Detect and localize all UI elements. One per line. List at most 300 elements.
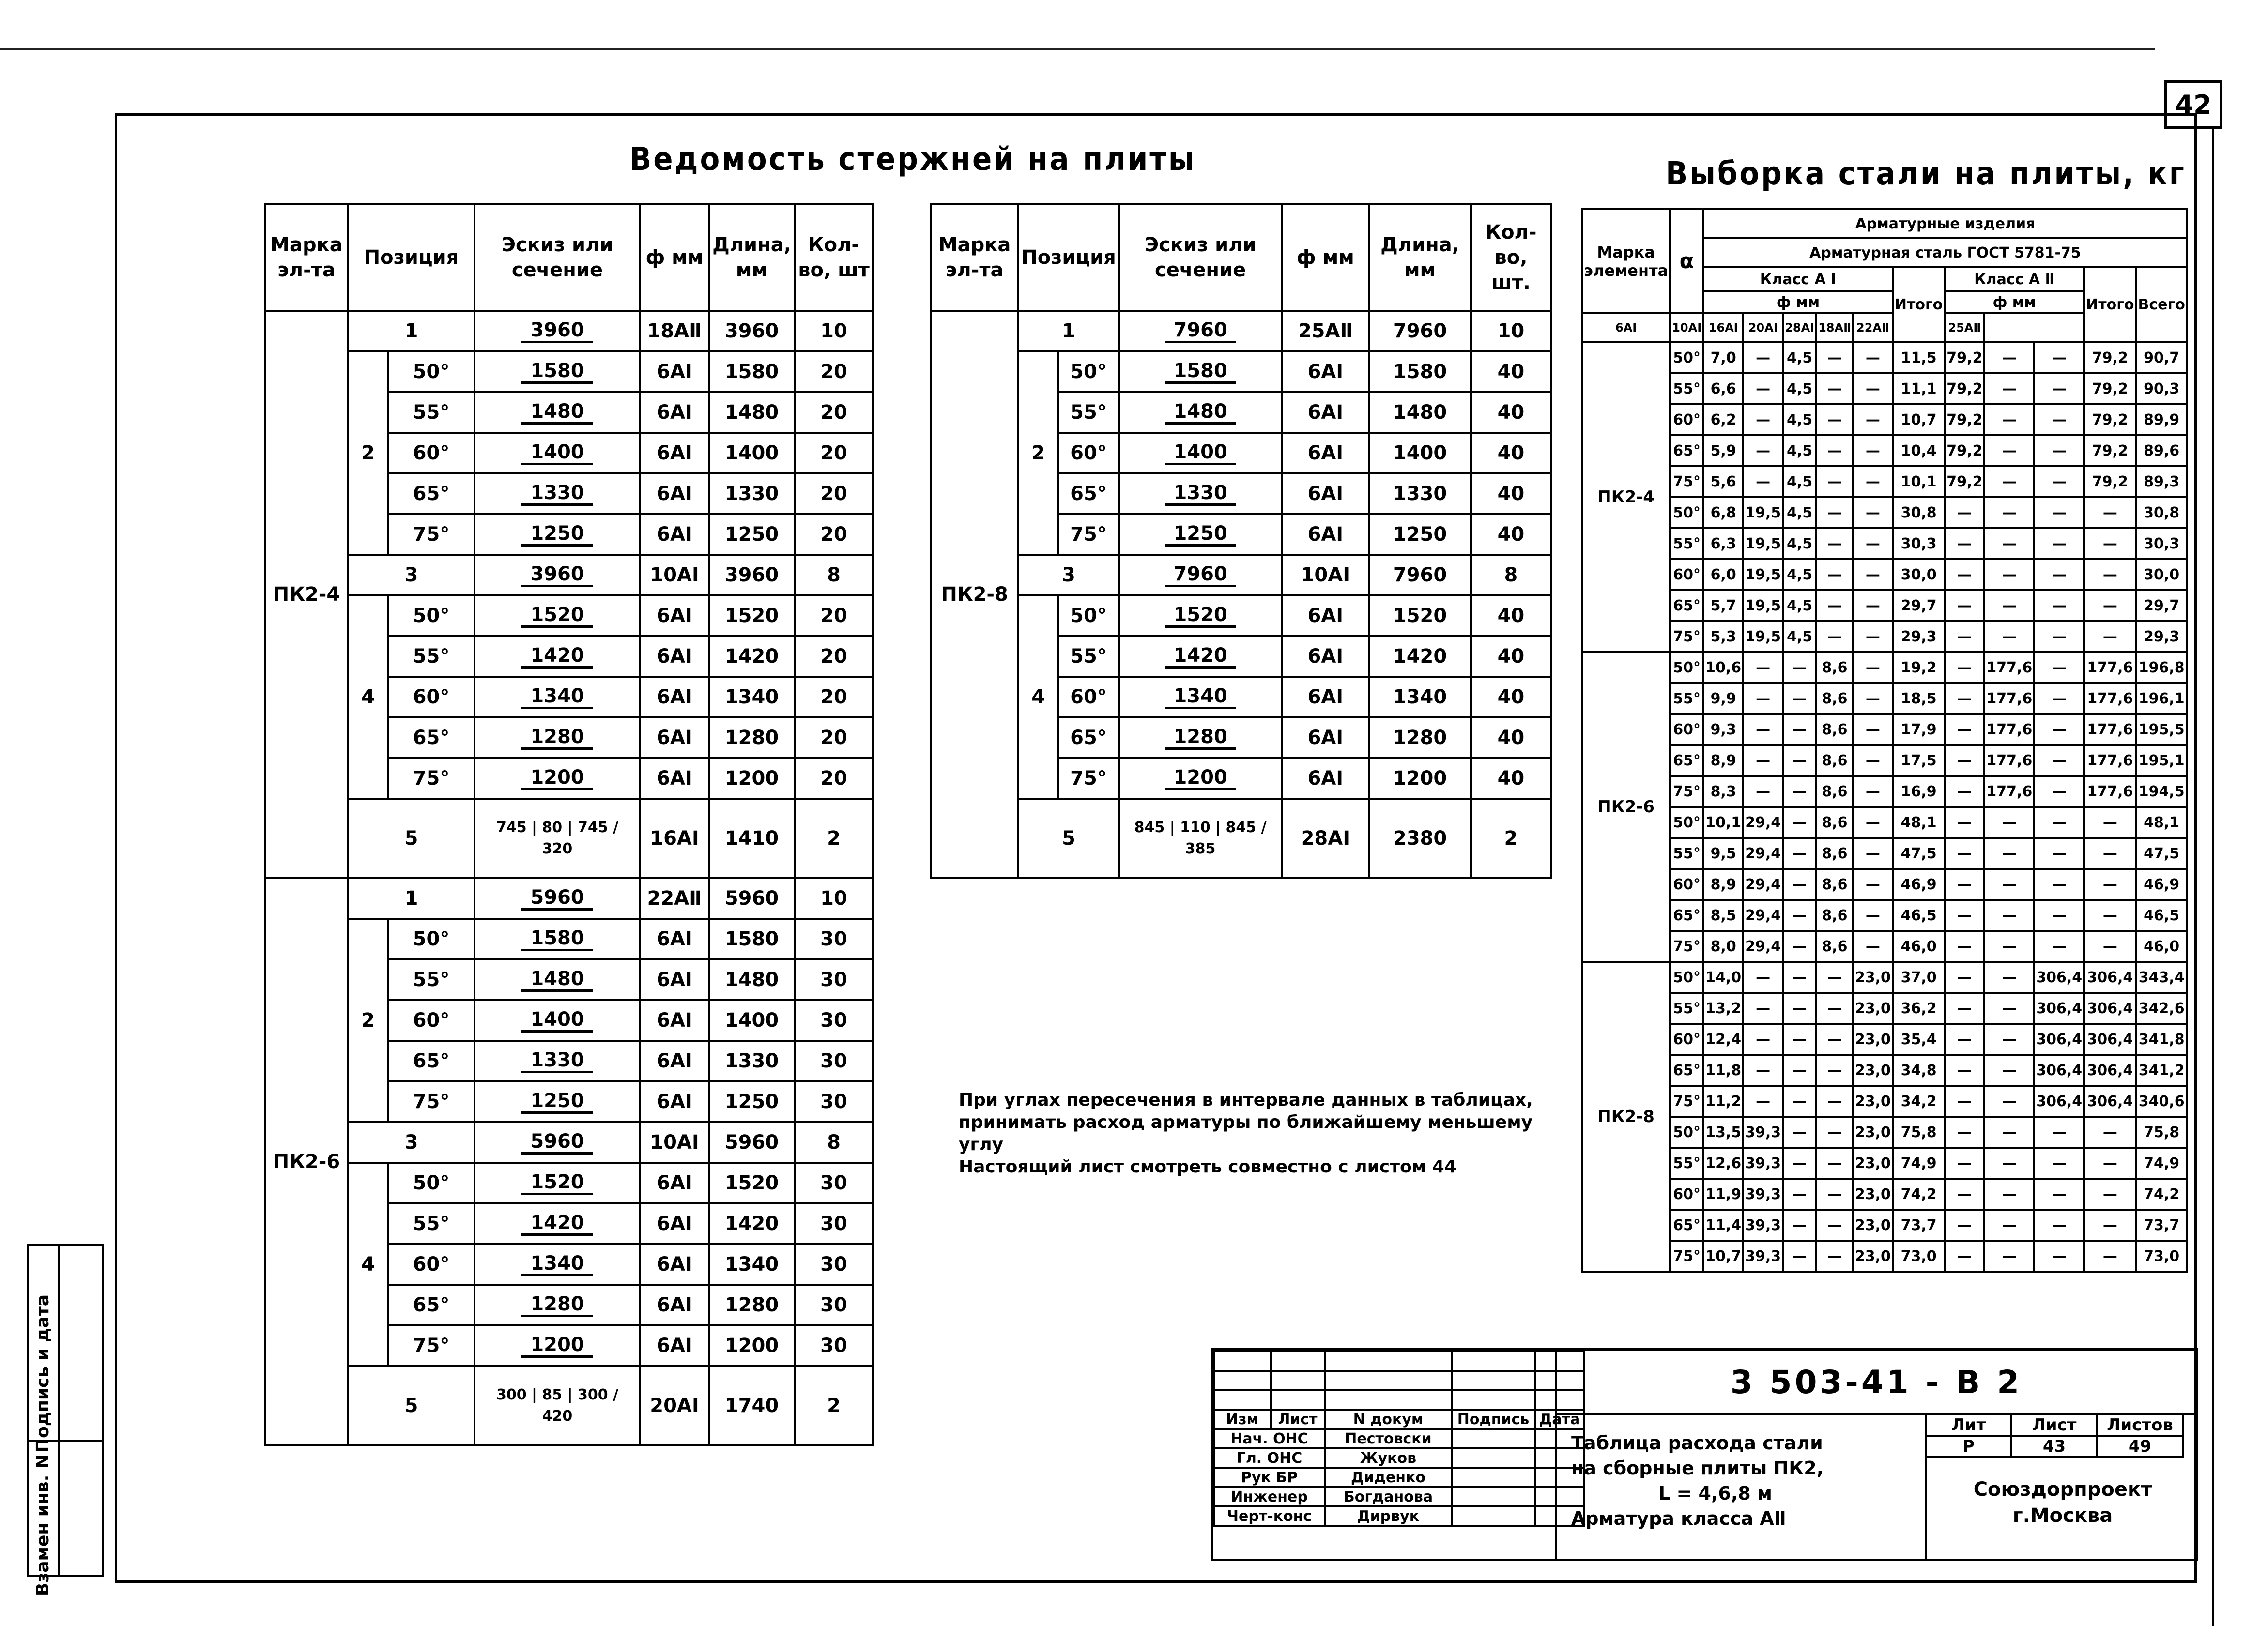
position: 4 — [1018, 595, 1058, 799]
steel-value: 306,4 — [2034, 1024, 2084, 1055]
sketch-dimension: 1330 — [1165, 482, 1236, 506]
diameter: 28АⅠ — [1282, 799, 1369, 878]
steel-value: 23,0 — [1853, 1148, 1893, 1179]
steel-value: — — [1945, 1148, 1984, 1179]
length: 1280 — [709, 717, 795, 758]
sketch-dimension: 300 | 85 | 300 / 420 — [496, 1386, 619, 1425]
steel-value: — — [2084, 621, 2136, 652]
steel-value: 10,1 — [1893, 466, 1945, 497]
diameter: 6АⅠ — [1282, 392, 1369, 433]
diameter: 6АⅠ — [640, 717, 709, 758]
quantity: 40 — [1471, 677, 1551, 717]
steel-value: — — [2034, 590, 2084, 621]
steel-value: 79,2 — [1945, 466, 1984, 497]
steel-value: 341,8 — [2136, 1024, 2187, 1055]
steel-value: — — [1743, 1086, 1783, 1117]
sketch-dimension: 1520 — [521, 1171, 593, 1195]
steel-value: — — [1984, 373, 2034, 404]
steel-value: — — [2034, 1148, 2084, 1179]
steel-value: 19,5 — [1743, 590, 1783, 621]
steel-value: 8,6 — [1816, 869, 1853, 900]
steel-value: 79,2 — [1945, 342, 1984, 373]
quantity: 20 — [795, 433, 873, 473]
steel-value: — — [1945, 1024, 1984, 1055]
sketch — [475, 799, 640, 878]
sketch-dimension: 1200 — [521, 767, 593, 790]
length: 1740 — [709, 1366, 795, 1445]
sketch — [475, 1203, 640, 1244]
steel-value: 29,7 — [2136, 590, 2187, 621]
steel-value: — — [1945, 745, 1984, 776]
length: 1330 — [709, 1041, 795, 1081]
angle: 75° — [1058, 758, 1119, 799]
quantity: 30 — [795, 1041, 873, 1081]
steel-value: 79,2 — [2084, 342, 2136, 373]
note-see-sheet: Настоящий лист смотреть совместно с листом 44 — [959, 1157, 1456, 1177]
column-a1: 6АⅠ — [1582, 313, 1670, 342]
sketch-dimension: 1420 — [521, 645, 593, 669]
steel-value: 46,0 — [1893, 931, 1945, 962]
table-row — [1582, 652, 2187, 683]
header-sheets: Листов — [2097, 1414, 2183, 1436]
steel-value: 177,6 — [1984, 776, 2034, 807]
table-row — [1582, 714, 2187, 745]
steel-value: 29,4 — [1743, 900, 1783, 931]
signature-header: Дата — [1535, 1410, 1584, 1429]
steel-value: 75,8 — [1893, 1117, 1945, 1148]
quantity: 30 — [795, 919, 873, 959]
steel-value: 8,6 — [1816, 745, 1853, 776]
sketch — [475, 1163, 640, 1203]
sketch-dimension: 1330 — [521, 482, 593, 506]
header-sketch: Эскиз или сечение — [1119, 204, 1282, 311]
desc-line-4: Арматура класса АⅡ — [1571, 1508, 1786, 1529]
steel-value: 9,5 — [1703, 838, 1743, 869]
quantity: 40 — [1471, 392, 1551, 433]
steel-value: 11,1 — [1893, 373, 1945, 404]
blank-cell — [1325, 1390, 1452, 1410]
angle: 50° — [388, 595, 475, 636]
steel-value: — — [2034, 373, 2084, 404]
steel-value: 4,5 — [1783, 373, 1816, 404]
table-row — [1582, 1055, 2187, 1086]
steel-value: 23,0 — [1853, 1241, 1893, 1272]
steel-value: 4,5 — [1783, 559, 1816, 590]
angle: 75° — [388, 758, 475, 799]
sketch — [1119, 636, 1282, 677]
table-row — [931, 595, 1551, 636]
table-row — [1582, 900, 2187, 931]
steel-value: — — [1743, 404, 1783, 435]
role: Черт-конс — [1214, 1506, 1325, 1526]
steel-value: 306,4 — [2084, 1086, 2136, 1117]
steel-value: — — [2084, 1148, 2136, 1179]
sketch — [475, 392, 640, 433]
signature — [1452, 1448, 1535, 1468]
steel-value: 90,3 — [2136, 373, 2187, 404]
steel-value: 39,3 — [1743, 1179, 1783, 1210]
steel-value: — — [1743, 683, 1783, 714]
steel-value: — — [2034, 404, 2084, 435]
steel-value: 8,6 — [1816, 714, 1853, 745]
diameter: 6АⅠ — [640, 919, 709, 959]
diameter: 6АⅠ — [640, 1163, 709, 1203]
blank-cell — [1535, 1390, 1584, 1410]
desc-line-3: L = 4,6,8 м — [1658, 1483, 1772, 1504]
length: 1520 — [709, 1163, 795, 1203]
steel-value: — — [1743, 466, 1783, 497]
steel-value: 16,9 — [1893, 776, 1945, 807]
steel-value: 306,4 — [2084, 962, 2136, 993]
sketch — [475, 1081, 640, 1122]
blank-cell — [1271, 1352, 1325, 1371]
element-mark: ПК2-4 — [265, 311, 348, 878]
header-length: Длина, мм — [709, 204, 795, 311]
steel-value: — — [1783, 745, 1816, 776]
steel-value: — — [1743, 1055, 1783, 1086]
steel-value: — — [2034, 435, 2084, 466]
steel-value: — — [1853, 497, 1893, 528]
table-row — [1582, 993, 2187, 1024]
angle: 50° — [1058, 351, 1119, 392]
steel-value: 177,6 — [1984, 683, 2034, 714]
steel-value: — — [2034, 838, 2084, 869]
steel-value: 8,3 — [1703, 776, 1743, 807]
steel-value: — — [1783, 1024, 1816, 1055]
steel-value: 39,3 — [1743, 1210, 1783, 1241]
steel-value: — — [1945, 900, 1984, 931]
diameter: 6АⅠ — [640, 392, 709, 433]
steel-value: 177,6 — [2084, 714, 2136, 745]
diameter: 6АⅠ — [1282, 351, 1369, 392]
quantity: 10 — [795, 311, 873, 351]
steel-value: 39,3 — [1743, 1148, 1783, 1179]
steel-value: 23,0 — [1853, 1117, 1893, 1148]
steel-value: — — [1743, 435, 1783, 466]
sketch — [475, 1000, 640, 1041]
steel-value: 8,6 — [1816, 807, 1853, 838]
signature — [1452, 1487, 1535, 1506]
steel-value: — — [1816, 1117, 1853, 1148]
quantity: 2 — [1471, 799, 1551, 878]
role: Инженер — [1214, 1487, 1325, 1506]
steel-value: 177,6 — [2084, 745, 2136, 776]
person-name: Диденко — [1325, 1468, 1452, 1487]
steel-value: 306,4 — [2034, 1055, 2084, 1086]
steel-value: 306,4 — [2034, 1086, 2084, 1117]
length: 3960 — [709, 311, 795, 351]
steel-value: — — [2034, 931, 2084, 962]
length: 1340 — [1369, 677, 1471, 717]
signature — [1452, 1468, 1535, 1487]
steel-value: — — [2034, 342, 2084, 373]
length: 5960 — [709, 1122, 795, 1163]
angle: 50° — [1670, 962, 1703, 993]
sketch-dimension: 745 | 80 | 745 / 320 — [496, 819, 619, 857]
quantity: 40 — [1471, 595, 1551, 636]
length: 1420 — [709, 1203, 795, 1244]
steel-value: — — [1984, 1086, 2034, 1117]
table-row — [1582, 1148, 2187, 1179]
table-row — [1582, 1241, 2187, 1272]
sketch — [475, 919, 640, 959]
sketch-dimension: 1400 — [1165, 441, 1236, 465]
angle: 65° — [388, 717, 475, 758]
steel-value: — — [1984, 497, 2034, 528]
steel-value: 47,5 — [1893, 838, 1945, 869]
quantity: 20 — [795, 351, 873, 392]
table-row — [1582, 1086, 2187, 1117]
length: 1420 — [709, 636, 795, 677]
steel-value: — — [1984, 1024, 2034, 1055]
angle: 75° — [388, 514, 475, 555]
table-row — [1582, 621, 2187, 652]
diameter: 22АⅡ — [640, 878, 709, 919]
diameter: 25АⅡ — [1282, 311, 1369, 351]
angle: 65° — [1670, 1055, 1703, 1086]
steel-value: 6,3 — [1703, 528, 1743, 559]
steel-value: — — [2034, 1117, 2084, 1148]
value-sheet: 43 — [2011, 1436, 2097, 1457]
table-row — [1582, 745, 2187, 776]
steel-value: 4,5 — [1783, 404, 1816, 435]
sketch — [475, 636, 640, 677]
angle: 55° — [1670, 373, 1703, 404]
header-mark: Марка эл-та — [931, 204, 1018, 311]
diameter: 16АⅠ — [640, 799, 709, 878]
column-a1: 10АⅠ — [1670, 313, 1703, 342]
angle: 60° — [1670, 404, 1703, 435]
diameter: 6АⅠ — [640, 959, 709, 1000]
sketch-dimension: 1480 — [1165, 401, 1236, 425]
length: 1480 — [709, 392, 795, 433]
diameter: 6АⅠ — [640, 1244, 709, 1285]
sketch-dimension: 1480 — [521, 968, 593, 992]
role: Рук БР — [1214, 1468, 1325, 1487]
bars-table-pk24-pk26 — [264, 203, 874, 1446]
header-position: Позиция — [1018, 204, 1119, 311]
position: 1 — [348, 878, 475, 919]
diameter: 6АⅠ — [1282, 677, 1369, 717]
bars-table-pk28 — [930, 203, 1552, 879]
blank-row — [1214, 1390, 1584, 1410]
steel-value: 177,6 — [1984, 652, 2034, 683]
sketch — [475, 1122, 640, 1163]
steel-value: 10,1 — [1703, 807, 1743, 838]
steel-value: — — [2034, 714, 2084, 745]
sketch-dimension: 1340 — [521, 685, 593, 709]
header-class-a2: Класс А Ⅱ — [1945, 267, 2084, 291]
steel-value: — — [2084, 838, 2136, 869]
steel-value: 19,5 — [1743, 497, 1783, 528]
steel-value: — — [1984, 1241, 2034, 1272]
steel-value: — — [1945, 528, 1984, 559]
steel-value: — — [1816, 373, 1853, 404]
steel-value: — — [1984, 342, 2034, 373]
steel-value: — — [1853, 404, 1893, 435]
steel-value: — — [1945, 807, 1984, 838]
steel-value: — — [1945, 1210, 1984, 1241]
signature-row — [1214, 1429, 1584, 1448]
length: 1200 — [1369, 758, 1471, 799]
sketch-dimension: 7960 — [1165, 563, 1236, 587]
steel-value: 177,6 — [2084, 776, 2136, 807]
steel-value: — — [1816, 1086, 1853, 1117]
sketch — [1119, 433, 1282, 473]
steel-value: 89,9 — [2136, 404, 2187, 435]
signature — [1452, 1429, 1535, 1448]
steel-value: 23,0 — [1853, 962, 1893, 993]
length: 1420 — [1369, 636, 1471, 677]
steel-value: — — [1853, 652, 1893, 683]
quantity: 8 — [1471, 555, 1551, 595]
steel-value: 5,6 — [1703, 466, 1743, 497]
steel-value: 73,7 — [2136, 1210, 2187, 1241]
length: 1410 — [709, 799, 795, 878]
angle: 55° — [388, 392, 475, 433]
steel-value: — — [2034, 869, 2084, 900]
angle: 65° — [1670, 590, 1703, 621]
steel-value: 89,3 — [2136, 466, 2187, 497]
steel-value: 39,3 — [1743, 1241, 1783, 1272]
table-row — [1582, 466, 2187, 497]
steel-value: 11,4 — [1703, 1210, 1743, 1241]
table-row — [265, 799, 873, 878]
table-row — [1582, 962, 2187, 993]
angle: 55° — [1058, 392, 1119, 433]
steel-value: — — [1783, 776, 1816, 807]
organization — [1930, 1476, 2196, 1529]
steel-value: — — [1945, 993, 1984, 1024]
quantity: 30 — [795, 1244, 873, 1285]
steel-value: — — [2084, 1117, 2136, 1148]
length: 1280 — [709, 1285, 795, 1325]
length: 1250 — [709, 514, 795, 555]
table-row — [265, 351, 873, 392]
angle: 55° — [1670, 528, 1703, 559]
table-row — [265, 555, 873, 595]
steel-value: 10,6 — [1703, 652, 1743, 683]
steel-value: — — [1743, 776, 1783, 807]
steel-value: — — [2084, 559, 2136, 590]
steel-value: — — [1853, 931, 1893, 962]
steel-value: — — [1816, 1241, 1853, 1272]
element-mark: ПК2-6 — [1582, 652, 1670, 962]
sketch — [1119, 717, 1282, 758]
steel-value: — — [1984, 869, 2034, 900]
diameter: 6АⅠ — [640, 1203, 709, 1244]
steel-value: — — [1743, 652, 1783, 683]
angle: 60° — [388, 1000, 475, 1041]
steel-value: 4,5 — [1783, 528, 1816, 559]
quantity: 20 — [795, 392, 873, 433]
angle: 60° — [388, 677, 475, 717]
steel-value: — — [1984, 993, 2034, 1024]
table-row — [1582, 1179, 2187, 1210]
steel-selection-table — [1581, 208, 2188, 1273]
table-row — [1582, 869, 2187, 900]
quantity: 20 — [795, 473, 873, 514]
position: 3 — [1018, 555, 1119, 595]
angle: 75° — [1670, 1241, 1703, 1272]
steel-value: 48,1 — [2136, 807, 2187, 838]
steel-value: 8,6 — [1816, 652, 1853, 683]
steel-value: 23,0 — [1853, 1179, 1893, 1210]
steel-value: — — [1945, 497, 1984, 528]
angle: 60° — [388, 433, 475, 473]
table-row — [265, 919, 873, 959]
steel-value: 177,6 — [2084, 652, 2136, 683]
sketch-dimension: 1580 — [521, 927, 593, 951]
header-length: Длина, мм — [1369, 204, 1471, 311]
position: 5 — [348, 1366, 475, 1445]
element-mark: ПК2-8 — [931, 311, 1018, 878]
quantity: 40 — [1471, 636, 1551, 677]
steel-value: — — [1945, 1086, 1984, 1117]
sketch — [475, 1366, 640, 1445]
steel-value: 30,8 — [1893, 497, 1945, 528]
diameter: 18АⅡ — [640, 311, 709, 351]
steel-value: — — [1945, 621, 1984, 652]
diameter: 6АⅠ — [640, 433, 709, 473]
steel-value: — — [2084, 528, 2136, 559]
angle: 50° — [1670, 807, 1703, 838]
angle: 50° — [1670, 1117, 1703, 1148]
sketch-dimension: 1280 — [521, 726, 593, 750]
angle: 55° — [1670, 1148, 1703, 1179]
angle: 50° — [388, 351, 475, 392]
steel-value: — — [1783, 1210, 1816, 1241]
length: 1200 — [709, 1325, 795, 1366]
steel-value: — — [1783, 993, 1816, 1024]
steel-value: — — [1984, 838, 2034, 869]
steel-value: — — [1853, 621, 1893, 652]
steel-value: — — [2034, 528, 2084, 559]
angle: 75° — [1670, 466, 1703, 497]
sketch-dimension: 1250 — [521, 523, 593, 547]
position: 4 — [348, 1163, 388, 1366]
angle: 50° — [388, 1163, 475, 1203]
table-row — [265, 595, 873, 636]
steel-value: 8,6 — [1816, 838, 1853, 869]
signature-row — [1214, 1487, 1584, 1506]
quantity: 20 — [795, 717, 873, 758]
steel-value: — — [2084, 900, 2136, 931]
steel-value: — — [1853, 373, 1893, 404]
angle: 50° — [1670, 652, 1703, 683]
blank-row — [1214, 1352, 1584, 1371]
steel-value: — — [1743, 373, 1783, 404]
steel-value: — — [1783, 869, 1816, 900]
steel-value: — — [1945, 776, 1984, 807]
header-total-a1: Итого — [1893, 267, 1945, 342]
table-row — [1582, 807, 2187, 838]
sketch-dimension: 3960 — [521, 563, 593, 587]
table-row — [1582, 373, 2187, 404]
side-divider — [58, 1246, 60, 1575]
steel-value: 8,6 — [1816, 900, 1853, 931]
steel-value: 19,2 — [1893, 652, 1945, 683]
quantity: 40 — [1471, 433, 1551, 473]
angle: 65° — [1670, 745, 1703, 776]
steel-value: — — [1984, 590, 2034, 621]
steel-value: 79,2 — [2084, 435, 2136, 466]
steel-value: — — [1945, 559, 1984, 590]
angle: 60° — [1058, 677, 1119, 717]
angle: 55° — [388, 959, 475, 1000]
header-sketch: Эскиз или сечение — [475, 204, 640, 311]
steel-value: — — [1853, 435, 1893, 466]
